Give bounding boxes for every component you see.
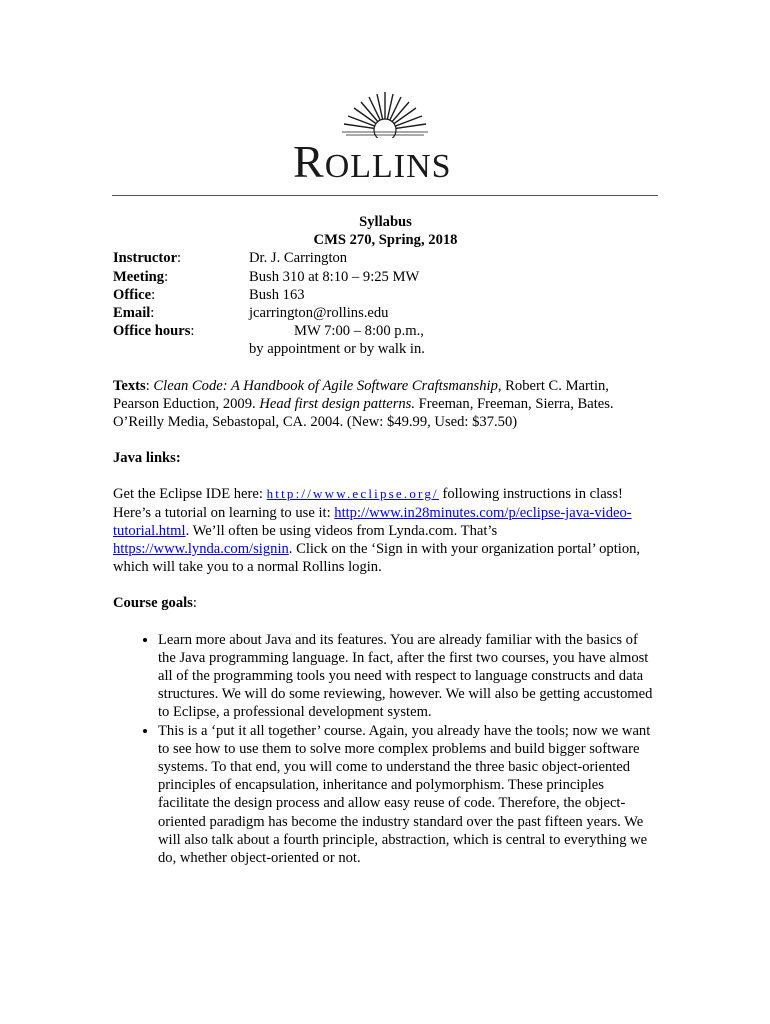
info-value: by appointment or by walk in.	[249, 341, 425, 358]
document-title: Syllabus	[359, 214, 412, 230]
texts-paragraph: Texts: Clean Code: A Handbook of Agile Software Craftsmanship, Robert C. Martin, Pearson Eduction, 2009. Head first design patterns. Freeman, Freeman, Sierra, Bates. O’Reilly Media, Sebastopal, CA. 2004. (New: $49.99, Used: $37.50)	[113, 377, 614, 431]
info-row-instructor: Instructor: Dr. J. Carrington	[113, 250, 348, 267]
list-item: • This is a ‘put it all together’ course. Again, you already have the tools; now we want to see how to use them to solve more complex problems and build bigger software systems. To that end, you will come to understand the three basic object-oriented principles of encapsulation, inheritance and polymorphism. These principles facilitate the design process and allow easy reuse of code. Therefore, the object-oriented paradigm has become the industry standard over the past fifteen years. We will also talk about a fourth principle, abstraction, which is central to everything we do, whether object-oriented or not.	[158, 722, 658, 868]
info-row-office: Office: Bush 163	[113, 286, 305, 303]
info-value: Bush 310 at 8:10 – 9:25 MW	[249, 268, 420, 285]
info-row-meeting: Meeting: Bush 310 at 8:10 – 9:25 MW	[113, 268, 420, 285]
book-title: Head first design patterns.	[259, 395, 415, 412]
lynda-link[interactable]: https://www.lynda.com/signin	[113, 541, 289, 558]
info-row-email: Email: jcarrington@rollins.edu	[113, 305, 389, 322]
info-value: MW 7:00 – 8:00 p.m.,	[294, 323, 424, 340]
tutorial-link[interactable]: http://www.in28minutes.com/p/eclipse-java-video-tutorial.html	[113, 504, 632, 539]
course-title: CMS 270, Spring, 2018	[313, 232, 458, 249]
book-title: Clean Code: A Handbook of Agile Software Craftsmanship	[153, 377, 498, 394]
course-info	[113, 249, 658, 358]
info-row-office-hours-cont	[113, 340, 658, 358]
sunburst-icon	[340, 88, 430, 138]
rollins-logo	[285, 88, 485, 187]
info-value: Dr. J. Carrington	[249, 250, 348, 267]
info-row-office-hours: Office hours: MW 7:00 – 8:00 p.m.,	[113, 323, 424, 340]
list-item: • Learn more about Java and its features. You are already familiar with the basics of the Java programming language. In fact, after the first two courses, you have almost all of the programming tools you need with respect to language constructs and data structures. We will do some reviewing, however. We will also be getting accustomed to Eclipse, a professional development system.	[158, 631, 658, 722]
eclipse-link[interactable]: http://www.eclipse.org/	[266, 486, 439, 502]
header-divider	[112, 195, 658, 196]
java-links-paragraph: Get the Eclipse IDE here: http://www.eclipse.org/ following instructions in class! Here’s a tutorial on learning to use it: http://www.in28minutes.com/p/eclipse-java-video-tutorial.html. We’ll often be using videos from Lynda.com. That’s https://www.lynda.com/signin. Click on the ‘Sign in with your organization portal’ option, which will take you to a normal Rollins login.	[113, 486, 641, 576]
section-heading-java-links: Java links:	[113, 450, 181, 467]
info-value: jcarrington@rollins.edu	[249, 305, 389, 322]
logo-wordmark: ROLLINS	[293, 136, 452, 187]
texts-label: Texts	[113, 377, 146, 394]
info-value: Bush 163	[249, 286, 305, 303]
syllabus-body: Syllabus CMS 270, Spring, 2018 Instructor: Dr. J. Carrington Meeting: Bush 310 at 8:10 – 9:25 MW Office: Bush 163 Email: jcarrington@rollins.edu Office hours: MW 7:00 – 8:00 p.m., by appointment or by walk in. Texts: Clean Code: A Handbook of Agile Software Craftsmanship, Robert C. Martin, Pearson Eduction, 2009. Head first design patterns. Freeman, Freeman, Sierra, Bates. O’Reilly Media, Sebastopal, CA. 2004. (New: $49.99, Used: $37.50) Java links: Get the Eclipse IDE here: http://www.eclipse.org/ following instructions in class! Here’s a tutorial on learning to use it: http://www.in28minutes.com/p/eclipse-java-video-tutorial.html. We’ll often be using videos from Lynda.com. That’s https://www.lynda.com/signin. Click on the ‘Sign in with your organization portal’ option, which will take you to a normal Rollins login. Course goals: • Learn more about Java and its features. You are already familiar with the basics of the Java programming language. In fact, after the first two courses, you have almost all of the programming tools you need with respect to language constructs and data structures. We will do some reviewing, however. We will also be getting accustomed to Eclipse, a professional development system. • This is a ‘put it all together’ course. Again, you already have the tools; now we want to see how to use them to solve more complex problems and build bigger software systems. To that end, you will come to understand the three basic object-oriented principles of encapsulation, inheritance and polymorphism. These principles facilitate the design process and allow easy reuse of code. Therefore, the object-oriented paradigm has become the industry standard over the past fifteen years. We will also talk about a fourth principle, abstraction, which is central to everything we do, whether object-oriented or not.	[113, 213, 658, 867]
section-heading-goals: Course goals	[113, 595, 193, 612]
goals-list	[113, 631, 658, 868]
